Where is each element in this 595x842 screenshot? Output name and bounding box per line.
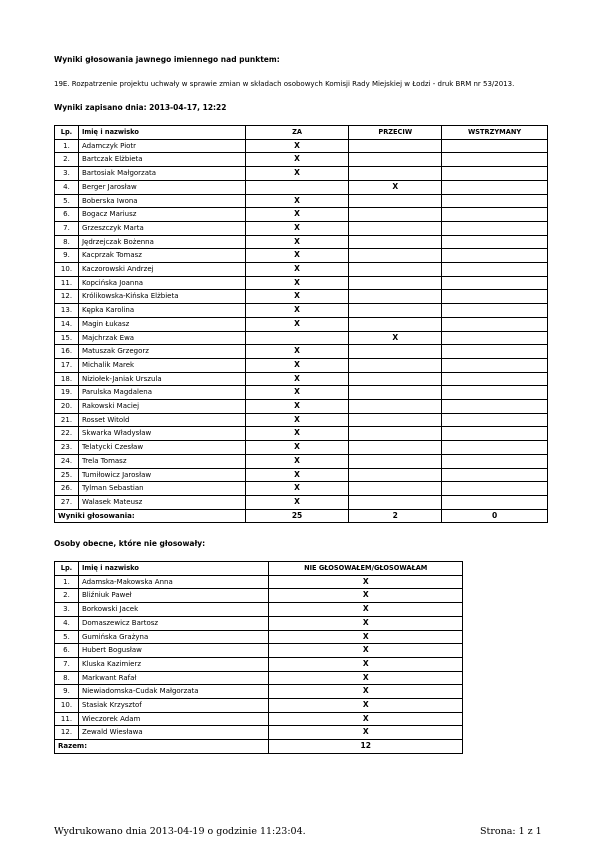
vote-za: X xyxy=(245,263,349,277)
row-number: 6. xyxy=(55,644,79,658)
row-number: 10. xyxy=(55,263,79,277)
vote-wstrzymany xyxy=(442,400,548,414)
vote-za: X xyxy=(245,317,349,331)
summary-przeciw: 2 xyxy=(349,509,442,523)
vote-wstrzymany xyxy=(442,304,548,318)
row-number: 19. xyxy=(55,386,79,400)
member-name: Stasiak Krzysztof xyxy=(78,699,269,713)
table-row xyxy=(55,482,548,496)
vote-za: X xyxy=(245,167,349,181)
member-name: Hubert Bogusław xyxy=(78,644,269,658)
vote-przeciw xyxy=(349,263,442,277)
not-voted-mark: X xyxy=(269,630,463,644)
vote-za: X xyxy=(245,468,349,482)
absent-heading: Osoby obecne, które nie głosowały: xyxy=(54,539,206,548)
member-name: Niziołek-Janiak Urszula xyxy=(78,372,245,386)
vote-za xyxy=(245,331,349,345)
not-voted-mark: X xyxy=(269,575,463,589)
table-row xyxy=(55,194,548,208)
vote-wstrzymany xyxy=(442,208,548,222)
vote-za: X xyxy=(245,400,349,414)
row-number: 4. xyxy=(55,180,79,194)
vote-przeciw xyxy=(349,317,442,331)
member-name: Bogacz Mariusz xyxy=(78,208,245,222)
vote-za: X xyxy=(245,290,349,304)
vote-za: X xyxy=(245,235,349,249)
table-row xyxy=(55,413,548,427)
row-number: 24. xyxy=(55,454,79,468)
vote-wstrzymany xyxy=(442,180,548,194)
col-header-lp: Lp. xyxy=(55,126,79,140)
vote-za: X xyxy=(245,413,349,427)
row-number: 9. xyxy=(55,249,79,263)
col-header-not-voted: NIE GŁOSOWAŁEM/GŁOSOWAŁAM xyxy=(269,562,463,576)
table-row xyxy=(55,495,548,509)
row-number: 25. xyxy=(55,468,79,482)
summary-label: Razem: xyxy=(55,740,269,754)
table-row xyxy=(55,685,463,699)
vote-za: X xyxy=(245,221,349,235)
row-number: 4. xyxy=(55,616,79,630)
table-row xyxy=(55,589,463,603)
not-voted-mark: X xyxy=(269,699,463,713)
vote-wstrzymany xyxy=(442,468,548,482)
row-number: 2. xyxy=(55,589,79,603)
vote-przeciw xyxy=(349,139,442,153)
vote-przeciw xyxy=(349,372,442,386)
vote-wstrzymany xyxy=(442,372,548,386)
table-row xyxy=(55,603,463,617)
summary-wstrzymany: 0 xyxy=(442,509,548,523)
vote-przeciw xyxy=(349,235,442,249)
col-header-wstrzymany: WSTRZYMANY xyxy=(442,126,548,140)
vote-przeciw xyxy=(349,495,442,509)
table-row xyxy=(55,263,548,277)
member-name: Bliźniuk Paweł xyxy=(78,589,269,603)
row-number: 5. xyxy=(55,630,79,644)
table-row xyxy=(55,468,548,482)
row-number: 3. xyxy=(55,603,79,617)
vote-przeciw xyxy=(349,153,442,167)
vote-przeciw xyxy=(349,345,442,359)
vote-za: X xyxy=(245,482,349,496)
member-name: Kacprzak Tomasz xyxy=(78,249,245,263)
col-header-lp: Lp. xyxy=(55,562,79,576)
member-name: Rosset Witold xyxy=(78,413,245,427)
not-voted-mark: X xyxy=(269,616,463,630)
row-number: 10. xyxy=(55,699,79,713)
vote-wstrzymany xyxy=(442,454,548,468)
table-row xyxy=(55,208,548,222)
member-name: Borkowski Jacek xyxy=(78,603,269,617)
member-name: Królikowska-Kińska Elżbieta xyxy=(78,290,245,304)
member-name: Skwarka Władysław xyxy=(78,427,245,441)
member-name: Majchrzak Ewa xyxy=(78,331,245,345)
member-name: Adamczyk Piotr xyxy=(78,139,245,153)
table-row xyxy=(55,153,548,167)
row-number: 21. xyxy=(55,413,79,427)
vote-przeciw xyxy=(349,290,442,304)
col-header-za: ZA xyxy=(245,126,349,140)
member-name: Walasek Mateusz xyxy=(78,495,245,509)
vote-za: X xyxy=(245,441,349,455)
absent-table-header xyxy=(55,562,463,576)
table-row xyxy=(55,644,463,658)
summary-total: 12 xyxy=(269,740,463,754)
not-voted-mark: X xyxy=(269,589,463,603)
vote-przeciw xyxy=(349,454,442,468)
summary-za: 25 xyxy=(245,509,349,523)
page-number: Strona: 1 z 1 xyxy=(480,826,542,837)
row-number: 1. xyxy=(55,139,79,153)
vote-wstrzymany xyxy=(442,194,548,208)
row-number: 13. xyxy=(55,304,79,318)
member-name: Niewiadomska-Cudak Małgorzata xyxy=(78,685,269,699)
vote-za: X xyxy=(245,345,349,359)
vote-przeciw xyxy=(349,167,442,181)
table-row xyxy=(55,386,548,400)
vote-wstrzymany xyxy=(442,317,548,331)
vote-za: X xyxy=(245,276,349,290)
table-row xyxy=(55,180,548,194)
not-voted-mark: X xyxy=(269,657,463,671)
table-row xyxy=(55,317,548,331)
vote-za: X xyxy=(245,208,349,222)
vote-za: X xyxy=(245,372,349,386)
col-header-przeciw: PRZECIW xyxy=(349,126,442,140)
member-name: Domaszewicz Bartosz xyxy=(78,616,269,630)
row-number: 18. xyxy=(55,372,79,386)
not-voted-mark: X xyxy=(269,712,463,726)
table-row xyxy=(55,575,463,589)
vote-za: X xyxy=(245,304,349,318)
not-voted-mark: X xyxy=(269,685,463,699)
member-name: Telatycki Czesław xyxy=(78,441,245,455)
vote-przeciw xyxy=(349,221,442,235)
table-row xyxy=(55,221,548,235)
member-name: Markwant Rafał xyxy=(78,671,269,685)
vote-wstrzymany xyxy=(442,427,548,441)
vote-przeciw: X xyxy=(349,331,442,345)
summary-label: Wyniki głosowania: xyxy=(55,509,246,523)
absent-summary-row xyxy=(55,740,463,754)
member-name: Boberska Iwona xyxy=(78,194,245,208)
row-number: 16. xyxy=(55,345,79,359)
vote-za: X xyxy=(245,386,349,400)
vote-wstrzymany xyxy=(442,331,548,345)
vote-wstrzymany xyxy=(442,358,548,372)
vote-za: X xyxy=(245,454,349,468)
member-name: Adamska-Makowska Anna xyxy=(78,575,269,589)
vote-wstrzymany xyxy=(442,441,548,455)
table-row xyxy=(55,712,463,726)
row-number: 5. xyxy=(55,194,79,208)
vote-przeciw: X xyxy=(349,180,442,194)
vote-wstrzymany xyxy=(442,482,548,496)
row-number: 27. xyxy=(55,495,79,509)
vote-przeciw xyxy=(349,468,442,482)
table-row xyxy=(55,372,548,386)
table-row xyxy=(55,304,548,318)
vote-za: X xyxy=(245,194,349,208)
vote-wstrzymany xyxy=(442,221,548,235)
vote-results-table xyxy=(54,125,548,523)
table-row xyxy=(55,454,548,468)
vote-za: X xyxy=(245,358,349,372)
not-voted-mark: X xyxy=(269,726,463,740)
member-name: Bartosiak Małgorzata xyxy=(78,167,245,181)
member-name: Trela Tomasz xyxy=(78,454,245,468)
vote-przeciw xyxy=(349,249,442,263)
table-row xyxy=(55,235,548,249)
table-row xyxy=(55,139,548,153)
vote-przeciw xyxy=(349,304,442,318)
vote-przeciw xyxy=(349,427,442,441)
vote-wstrzymany xyxy=(442,139,548,153)
row-number: 26. xyxy=(55,482,79,496)
table-row xyxy=(55,358,548,372)
vote-wstrzymany xyxy=(442,235,548,249)
vote-summary-row xyxy=(55,509,548,523)
vote-wstrzymany xyxy=(442,495,548,509)
vote-za: X xyxy=(245,139,349,153)
vote-wstrzymany xyxy=(442,249,548,263)
col-header-name: Imię i nazwisko xyxy=(78,126,245,140)
table-row xyxy=(55,400,548,414)
row-number: 2. xyxy=(55,153,79,167)
vote-za xyxy=(245,180,349,194)
vote-przeciw xyxy=(349,276,442,290)
row-number: 14. xyxy=(55,317,79,331)
row-number: 9. xyxy=(55,685,79,699)
row-number: 6. xyxy=(55,208,79,222)
row-number: 7. xyxy=(55,657,79,671)
table-row xyxy=(55,616,463,630)
row-number: 8. xyxy=(55,235,79,249)
member-name: Jędrzejczak Bożenna xyxy=(78,235,245,249)
row-number: 3. xyxy=(55,167,79,181)
table-row xyxy=(55,345,548,359)
not-voted-mark: X xyxy=(269,671,463,685)
member-name: Matuszak Grzegorz xyxy=(78,345,245,359)
member-name: Zewald Wiesława xyxy=(78,726,269,740)
vote-wstrzymany xyxy=(442,386,548,400)
vote-przeciw xyxy=(349,194,442,208)
row-number: 12. xyxy=(55,290,79,304)
member-name: Magin Łukasz xyxy=(78,317,245,331)
vote-wstrzymany xyxy=(442,263,548,277)
not-voted-mark: X xyxy=(269,603,463,617)
document-heading: Wyniki głosowania jawnego imiennego nad punktem: xyxy=(54,55,280,64)
table-row xyxy=(55,249,548,263)
table-row xyxy=(55,441,548,455)
member-name: Kępka Karolina xyxy=(78,304,245,318)
vote-za: X xyxy=(245,153,349,167)
table-row xyxy=(55,699,463,713)
member-name: Kaczorowski Andrzej xyxy=(78,263,245,277)
table-row xyxy=(55,726,463,740)
member-name: Kopcińska Joanna xyxy=(78,276,245,290)
table-row xyxy=(55,427,548,441)
vote-wstrzymany xyxy=(442,276,548,290)
row-number: 8. xyxy=(55,671,79,685)
row-number: 20. xyxy=(55,400,79,414)
vote-table-header xyxy=(55,126,548,140)
vote-przeciw xyxy=(349,441,442,455)
member-name: Parulska Magdalena xyxy=(78,386,245,400)
table-row xyxy=(55,671,463,685)
agenda-item-text: 19E. Rozpatrzenie projektu uchwały w sprawie zmian w składach osobowych Komisji Rady Miejskiej w Łodzi - druk BRM nr 53/2013. xyxy=(54,80,515,88)
table-row xyxy=(55,167,548,181)
row-number: 12. xyxy=(55,726,79,740)
vote-wstrzymany xyxy=(442,413,548,427)
member-name: Grzeszczyk Marta xyxy=(78,221,245,235)
vote-za: X xyxy=(245,249,349,263)
table-row xyxy=(55,657,463,671)
vote-przeciw xyxy=(349,413,442,427)
vote-przeciw xyxy=(349,482,442,496)
row-number: 11. xyxy=(55,712,79,726)
vote-za: X xyxy=(245,495,349,509)
absent-members-table xyxy=(54,561,463,754)
member-name: Kluska Kazimierz xyxy=(78,657,269,671)
row-number: 11. xyxy=(55,276,79,290)
vote-wstrzymany xyxy=(442,290,548,304)
vote-przeciw xyxy=(349,400,442,414)
col-header-name: Imię i nazwisko xyxy=(78,562,269,576)
vote-wstrzymany xyxy=(442,153,548,167)
member-name: Rakowski Maciej xyxy=(78,400,245,414)
print-timestamp: Wydrukowano dnia 2013-04-19 o godzinie 11:23:04. xyxy=(54,826,306,837)
vote-wstrzymany xyxy=(442,345,548,359)
row-number: 23. xyxy=(55,441,79,455)
table-row xyxy=(55,290,548,304)
not-voted-mark: X xyxy=(269,644,463,658)
member-name: Gumińska Grażyna xyxy=(78,630,269,644)
member-name: Michalik Marek xyxy=(78,358,245,372)
saved-timestamp: Wyniki zapisano dnia: 2013-04-17, 12:22 xyxy=(54,103,227,112)
row-number: 7. xyxy=(55,221,79,235)
table-row xyxy=(55,331,548,345)
vote-wstrzymany xyxy=(442,167,548,181)
vote-za: X xyxy=(245,427,349,441)
table-row xyxy=(55,276,548,290)
row-number: 17. xyxy=(55,358,79,372)
row-number: 22. xyxy=(55,427,79,441)
member-name: Bartczak Elżbieta xyxy=(78,153,245,167)
member-name: Berger Jarosław xyxy=(78,180,245,194)
row-number: 1. xyxy=(55,575,79,589)
row-number: 15. xyxy=(55,331,79,345)
vote-przeciw xyxy=(349,208,442,222)
vote-przeciw xyxy=(349,386,442,400)
member-name: Tumiłowicz Jarosław xyxy=(78,468,245,482)
member-name: Wieczorek Adam xyxy=(78,712,269,726)
member-name: Tylman Sebastian xyxy=(78,482,245,496)
table-row xyxy=(55,630,463,644)
vote-przeciw xyxy=(349,358,442,372)
